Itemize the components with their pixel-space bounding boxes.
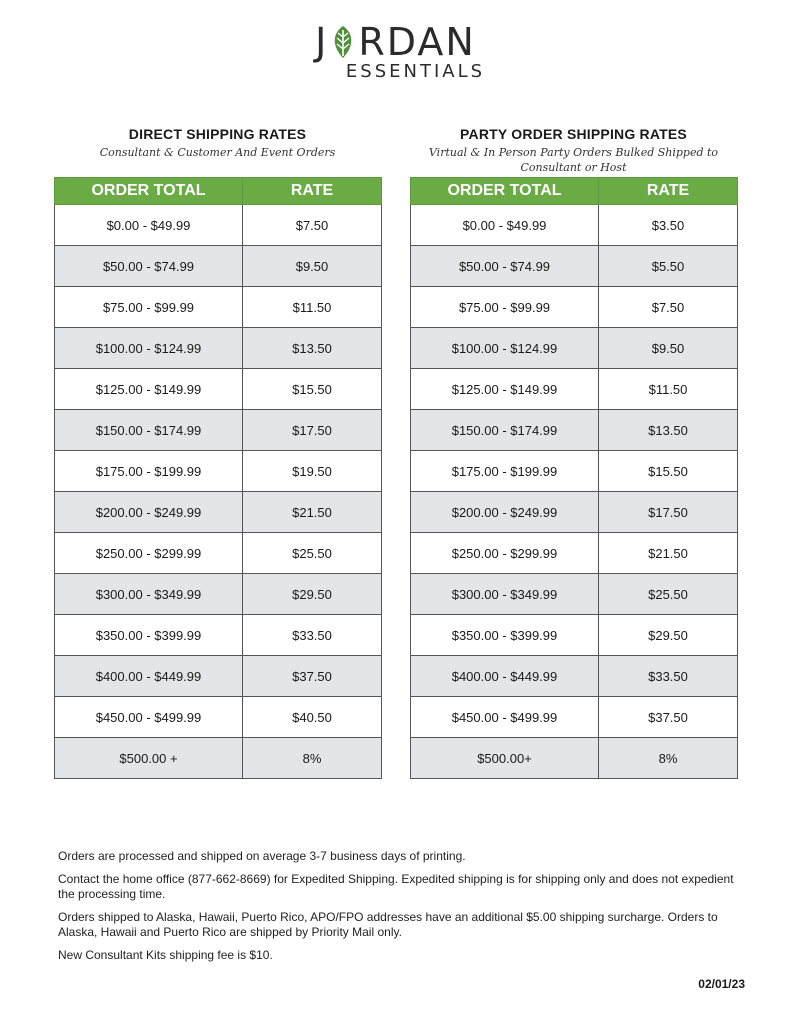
party-rates-subtitle-line1: Virtual & In Person Party Orders Bulked Shipped to	[428, 146, 719, 159]
rate-cell: $29.50	[599, 615, 738, 656]
table-row	[411, 656, 738, 697]
brand-logo	[0, 22, 791, 82]
table-row	[411, 615, 738, 656]
table-row	[411, 738, 738, 779]
rate-cell: $5.50	[599, 246, 738, 287]
note-processing: Orders are processed and shipped on average 3-7 business days of printing.	[58, 849, 466, 863]
rate-cell: 8%	[599, 738, 738, 779]
rate-cell: $15.50	[599, 451, 738, 492]
table-row	[411, 369, 738, 410]
order-total-cell: $450.00 - $499.99	[55, 697, 243, 738]
party-rates-table	[410, 177, 738, 779]
order-total-cell: $300.00 - $349.99	[55, 574, 243, 615]
order-total-cell: $125.00 - $149.99	[55, 369, 243, 410]
table-row	[411, 328, 738, 369]
rate-cell: $19.50	[243, 451, 382, 492]
party-rates-body	[411, 205, 738, 779]
party-rates-title: PARTY ORDER SHIPPING RATES	[460, 126, 687, 142]
table-row	[55, 205, 382, 246]
direct-rates-body	[55, 205, 382, 779]
rate-cell: $17.50	[599, 492, 738, 533]
brand-subtitle: ESSENTIALS	[345, 61, 486, 82]
table-row	[55, 410, 382, 451]
order-total-cell: $100.00 - $124.99	[411, 328, 599, 369]
order-total-cell: $250.00 - $299.99	[411, 533, 599, 574]
rate-cell: $37.50	[243, 656, 382, 697]
rate-cell: $33.50	[243, 615, 382, 656]
order-total-cell: $0.00 - $49.99	[411, 205, 599, 246]
table-row	[411, 410, 738, 451]
note-surcharge: Orders shipped to Alaska, Hawaii, Puerto Rico, APO/FPO addresses have an additional $5.00 shipping surcharge. Orders to Alaska, Hawaii and Puerto Rico are shipped by Priority Mail only.	[58, 910, 718, 939]
table-row	[411, 492, 738, 533]
order-total-cell: $500.00+	[411, 738, 599, 779]
rate-cell: $7.50	[243, 205, 382, 246]
order-total-cell: $350.00 - $399.99	[55, 615, 243, 656]
direct-rates-table	[54, 177, 382, 779]
table-row	[411, 246, 738, 287]
document-date: 02/01/23	[698, 977, 745, 991]
direct-rates-subtitle: Consultant & Customer And Event Orders	[99, 146, 336, 159]
order-total-cell: $75.00 - $99.99	[55, 287, 243, 328]
shipping-notes	[58, 849, 748, 971]
rate-cell: $21.50	[599, 533, 738, 574]
rate-cell: $17.50	[243, 410, 382, 451]
order-total-cell: $500.00 +	[55, 738, 243, 779]
rate-cell: $9.50	[243, 246, 382, 287]
table-row	[411, 451, 738, 492]
order-total-cell: $50.00 - $74.99	[55, 246, 243, 287]
rate-cell: $7.50	[599, 287, 738, 328]
table-row	[55, 492, 382, 533]
rate-cell: $29.50	[243, 574, 382, 615]
order-total-cell: $200.00 - $249.99	[55, 492, 243, 533]
order-total-cell: $50.00 - $74.99	[411, 246, 599, 287]
table-row	[411, 533, 738, 574]
rate-cell: $25.50	[243, 533, 382, 574]
order-total-cell: $150.00 - $174.99	[411, 410, 599, 451]
column-header-rate: RATE	[243, 178, 382, 205]
order-total-cell: $250.00 - $299.99	[55, 533, 243, 574]
party-rates-subtitle	[410, 145, 737, 175]
order-total-cell: $0.00 - $49.99	[55, 205, 243, 246]
order-total-cell: $175.00 - $199.99	[411, 451, 599, 492]
column-header-order-total: ORDER TOTAL	[411, 178, 599, 205]
brand-name-suffix: RDAN	[358, 20, 476, 64]
table-row	[411, 574, 738, 615]
column-header-order-total: ORDER TOTAL	[55, 178, 243, 205]
rate-cell: $13.50	[599, 410, 738, 451]
rate-cell: $40.50	[243, 697, 382, 738]
rate-cell: $9.50	[599, 328, 738, 369]
brand-wordmark	[315, 22, 476, 62]
table-row	[55, 328, 382, 369]
order-total-cell: $150.00 - $174.99	[55, 410, 243, 451]
leaf-icon	[329, 25, 357, 59]
rate-cell: $11.50	[599, 369, 738, 410]
party-rates-subtitle-line2: Consultant or Host	[520, 161, 627, 174]
note-kits: New Consultant Kits shipping fee is $10.	[58, 948, 273, 962]
table-row	[411, 697, 738, 738]
rate-cell: $3.50	[599, 205, 738, 246]
brand-name-prefix: J	[315, 20, 329, 64]
order-total-cell: $350.00 - $399.99	[411, 615, 599, 656]
rate-cell: $37.50	[599, 697, 738, 738]
table-row	[411, 287, 738, 328]
order-total-cell: $400.00 - $449.99	[55, 656, 243, 697]
order-total-cell: $175.00 - $199.99	[55, 451, 243, 492]
order-total-cell: $125.00 - $149.99	[411, 369, 599, 410]
table-row	[411, 205, 738, 246]
order-total-cell: $200.00 - $249.99	[411, 492, 599, 533]
rate-cell: 8%	[243, 738, 382, 779]
column-header-rate: RATE	[599, 178, 738, 205]
table-row	[55, 287, 382, 328]
order-total-cell: $100.00 - $124.99	[55, 328, 243, 369]
rate-cell: $33.50	[599, 656, 738, 697]
direct-rates-header	[54, 126, 381, 160]
rate-cell: $25.50	[599, 574, 738, 615]
direct-rates-title: DIRECT SHIPPING RATES	[128, 126, 307, 142]
table-row	[55, 656, 382, 697]
order-total-cell: $300.00 - $349.99	[411, 574, 599, 615]
note-expedited: Contact the home office (877-662-8669) for Expedited Shipping. Expedited shipping is for shipping only and does not expedient the processing time.	[58, 872, 734, 901]
table-row	[55, 369, 382, 410]
rate-cell: $13.50	[243, 328, 382, 369]
table-row	[55, 533, 382, 574]
table-row	[55, 615, 382, 656]
order-total-cell: $400.00 - $449.99	[411, 656, 599, 697]
table-row	[55, 246, 382, 287]
party-rates-header	[410, 126, 737, 175]
order-total-cell: $450.00 - $499.99	[411, 697, 599, 738]
order-total-cell: $75.00 - $99.99	[411, 287, 599, 328]
table-header-row	[411, 178, 738, 205]
table-row	[55, 574, 382, 615]
table-header-row	[55, 178, 382, 205]
rate-cell: $11.50	[243, 287, 382, 328]
table-row	[55, 738, 382, 779]
rate-cell: $21.50	[243, 492, 382, 533]
table-row	[55, 451, 382, 492]
rate-cell: $15.50	[243, 369, 382, 410]
table-row	[55, 697, 382, 738]
